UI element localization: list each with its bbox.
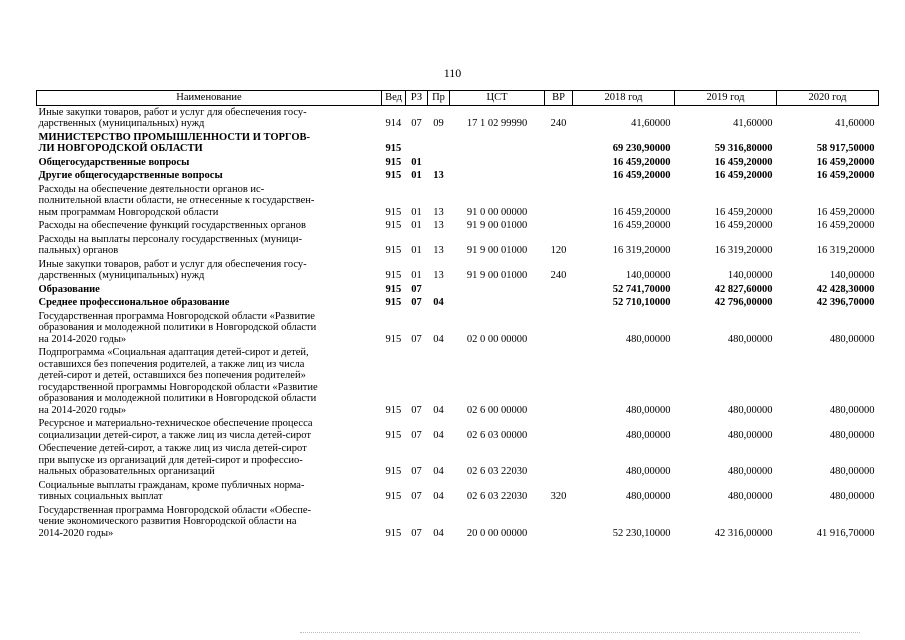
row-2020-cell: 480,00000 [829,491,875,502]
row-ved-cell: 915 [385,297,402,308]
row-vr-cell [545,442,573,479]
row-name-cell: Среднее профессиональное образование [38,297,230,308]
row-2018-cell: 52 710,10000 [612,297,671,308]
page-number: 110 [443,66,462,80]
row-2018-cell: 480,00000 [625,333,671,345]
row-vr-cell [545,169,573,183]
row-pr-cell: 04 [433,429,444,441]
table-row [37,310,879,347]
row-2018-cell: 480,00000 [625,466,671,477]
row-2018-cell: 16 459,20000 [612,170,671,181]
row-2019-cell: 480,00000 [727,466,773,477]
row-rz-cell: 07 [411,297,422,308]
row-2020-cell: 42 428,30000 [816,283,875,295]
table-row [37,417,879,442]
row-ved-cell: 915 [385,245,402,256]
row-pr-cell [428,156,450,170]
row-name-cell: Обеспечение детей-сирот, а также лиц из числа детей-сирот при выпуске из организаций для детей-сирот и профессио- нальных образовательных организаций [38,443,307,477]
row-cst-cell: 02 0 00 00000 [466,333,528,345]
row-pr-cell: 04 [433,491,444,502]
row-vr-cell [545,283,573,297]
row-cst-cell: 17 1 02 99990 [466,118,528,129]
row-name-cell: Ресурсное и материально-техническое обеспечение процесса социализации детей-сирот, а также лиц из числа детей-сирот [38,418,313,441]
row-rz-cell: 01 [411,220,422,231]
row-2020-cell: 16 459,20000 [816,220,875,231]
row-name-cell: Подпрограмма «Социальная адаптация детей-сирот и детей, оставшихся без попечения родителей, а также лиц из числа детей-сирот и детей, оставшихся без попечения родителей» государственной программы Новгородской области «Развитие образования и молодежной политики в Новгородской области на 2014-2020 годы» [38,347,318,416]
row-2020-cell: 41 916,70000 [816,527,875,539]
row-2018-cell: 16 459,20000 [612,220,671,231]
row-ved-cell: 915 [385,404,402,416]
row-pr-cell: 04 [433,527,444,539]
scan-artifact-line [300,632,860,637]
row-2018-cell: 16 459,20000 [612,156,671,168]
row-2020-cell: 140,00000 [829,270,875,281]
row-rz-cell: 07 [411,491,422,502]
row-rz-cell: 01 [411,245,422,256]
row-2020-cell: 480,00000 [829,466,875,477]
table-row [37,283,879,297]
row-cst-cell: 91 0 00 00000 [466,206,528,218]
header-cst: ЦСТ [450,91,545,106]
row-vr-cell [545,183,573,220]
row-name-cell: Иные закупки товаров, работ и услуг для обеспечения госу- дарственных (муниципальных) нужд [38,258,307,281]
row-vr-cell [545,310,573,347]
row-cst-cell [450,296,545,310]
row-2020-cell: 16 459,20000 [816,156,875,168]
row-2019-cell: 42 827,60000 [714,283,773,295]
row-rz-cell: 07 [411,118,422,129]
row-2020-cell: 42 396,70000 [816,297,875,308]
row-name-cell: Расходы на обеспечение деятельности органов ис- полнительной власти области, не отнесенные к государствен- ным программам Новгородской области [38,183,315,218]
row-2020-cell: 16 459,20000 [816,170,875,181]
budget-table [36,90,879,540]
row-vr-cell [545,131,573,156]
table-row [37,156,879,170]
row-rz-cell: 07 [411,429,422,441]
table-row [37,504,879,541]
row-pr-cell: 04 [433,404,444,416]
row-cst-cell: 91 9 00 01000 [466,270,528,281]
table-row [37,169,879,183]
row-cst-cell: 02 6 00 00000 [466,404,528,416]
row-2018-cell: 16 319,20000 [612,245,671,256]
row-rz-cell: 07 [411,527,422,539]
table-header-row [37,91,879,106]
row-name-cell: Расходы на обеспечение функций государственных органов [38,220,306,231]
row-2019-cell: 41,60000 [733,118,773,129]
row-ved-cell: 915 [385,466,402,477]
row-2019-cell: 42 316,00000 [714,527,773,539]
row-vr-cell: 240 [550,270,567,281]
row-rz-cell: 07 [411,404,422,416]
row-ved-cell: 915 [385,156,402,168]
row-name-cell: Государственная программа Новгородской области «Обеспе- чение экономического развития Новгородской области на 2014-2020 годы» [38,504,311,539]
row-name-cell: Другие общегосударственные вопросы [38,170,223,181]
header-ved: Вед [382,91,406,106]
row-cst-cell: 20 0 00 00000 [466,527,528,539]
header-pr: Пр [428,91,450,106]
table-row [37,346,879,417]
row-2019-cell: 42 796,00000 [714,297,773,308]
table-row [37,131,879,156]
row-2019-cell: 480,00000 [727,429,773,441]
table-row [37,183,879,220]
row-ved-cell: 915 [385,270,402,281]
row-ved-cell: 915 [385,283,402,295]
row-ved-cell: 915 [385,143,402,154]
row-name-cell: Образование [38,283,100,295]
row-ved-cell: 915 [385,220,402,231]
row-name-cell: Социальные выплаты гражданам, кроме публичных норма- тивных социальных выплат [38,479,305,502]
row-vr-cell [545,156,573,170]
row-cst-cell [450,131,545,156]
row-name-cell: Расходы на выплаты персоналу государственных (муници- пальных) органов [38,233,302,256]
row-ved-cell: 915 [385,333,402,345]
row-2018-cell: 52 230,10000 [612,527,671,539]
row-cst-cell: 91 9 00 01000 [466,245,528,256]
row-vr-cell [545,219,573,233]
row-ved-cell: 915 [385,527,402,539]
row-rz-cell: 07 [411,333,422,345]
row-2020-cell: 41,60000 [835,118,875,129]
table-row [37,105,879,131]
row-2019-cell: 140,00000 [727,270,773,281]
row-rz-cell: 07 [411,466,422,477]
row-2018-cell: 41,60000 [631,118,671,129]
row-2019-cell: 480,00000 [727,333,773,345]
row-vr-cell [545,504,573,541]
row-2019-cell: 480,00000 [727,491,773,502]
row-pr-cell [428,283,450,297]
row-vr-cell: 240 [550,118,567,129]
row-pr-cell: 13 [433,206,444,218]
row-2018-cell: 69 230,90000 [612,143,671,154]
header-vr: ВР [545,91,573,106]
row-pr-cell: 13 [433,245,444,256]
row-pr-cell: 09 [433,118,444,129]
row-rz-cell: 01 [411,270,422,281]
row-vr-cell [545,417,573,442]
row-rz-cell: 07 [411,283,422,295]
row-cst-cell: 91 9 00 01000 [466,220,528,231]
row-pr-cell [428,131,450,156]
row-ved-cell: 914 [385,118,402,129]
row-2019-cell: 16 459,20000 [714,206,773,218]
row-2020-cell: 58 917,50000 [816,143,875,154]
header-rz: РЗ [406,91,428,106]
row-2018-cell: 140,00000 [625,270,671,281]
row-2020-cell: 16 459,20000 [816,206,875,218]
row-vr-cell [545,346,573,417]
row-cst-cell [450,156,545,170]
row-cst-cell: 02 6 03 00000 [466,429,528,441]
header-2018: 2018 год [573,91,675,106]
row-2020-cell: 16 319,20000 [816,245,875,256]
table-row [37,442,879,479]
row-2020-cell: 480,00000 [829,333,875,345]
row-pr-cell: 13 [433,170,444,181]
table-row [37,233,879,258]
header-name: Наименование [37,91,382,106]
row-2018-cell: 480,00000 [625,491,671,502]
row-rz-cell: 01 [411,170,422,181]
table-body [37,105,879,540]
row-2019-cell: 480,00000 [727,404,773,416]
row-vr-cell [545,296,573,310]
header-2020: 2020 год [777,91,879,106]
row-cst-cell: 02 6 03 22030 [466,491,528,502]
row-2018-cell: 52 741,70000 [612,283,671,295]
row-rz-cell: 01 [411,206,422,218]
table-row [37,219,879,233]
table-row [37,258,879,283]
row-2019-cell: 16 459,20000 [714,156,773,168]
row-pr-cell: 13 [433,270,444,281]
table-row [37,479,879,504]
row-pr-cell: 13 [433,220,444,231]
row-cst-cell [450,283,545,297]
row-2019-cell: 16 319,20000 [714,245,773,256]
row-ved-cell: 915 [385,206,402,218]
row-2018-cell: 16 459,20000 [612,206,671,218]
header-2019: 2019 год [675,91,777,106]
row-2020-cell: 480,00000 [829,404,875,416]
table-row [37,296,879,310]
row-2019-cell: 59 316,80000 [714,143,773,154]
row-2019-cell: 16 459,20000 [714,220,773,231]
row-pr-cell: 04 [433,297,444,308]
row-name-cell: Иные закупки товаров, работ и услуг для обеспечения госу- дарственных (муниципальных) нужд [38,106,307,129]
row-ved-cell: 915 [385,491,402,502]
row-rz-cell: 01 [411,156,422,168]
row-2019-cell: 16 459,20000 [714,170,773,181]
row-2018-cell: 480,00000 [625,404,671,416]
row-pr-cell: 04 [433,466,444,477]
row-name-cell: Государственная программа Новгородской области «Развитие образования и молодежной политики в Новгородской области на 2014-2020 годы» [38,310,317,345]
row-2018-cell: 480,00000 [625,429,671,441]
row-ved-cell: 915 [385,170,402,181]
row-rz-cell [406,131,428,156]
row-vr-cell: 120 [550,245,567,256]
row-name-cell: Общегосударственные вопросы [38,156,190,168]
row-cst-cell: 02 6 03 22030 [466,466,528,477]
row-ved-cell: 915 [385,429,402,441]
row-2020-cell: 480,00000 [829,429,875,441]
row-name-cell: МИНИСТЕРСТВО ПРОМЫШЛЕННОСТИ И ТОРГОВ- ЛИ НОВГОРОДСКОЙ ОБЛАСТИ [38,131,311,154]
row-pr-cell: 04 [433,333,444,345]
row-cst-cell [450,169,545,183]
row-vr-cell: 320 [550,491,567,502]
